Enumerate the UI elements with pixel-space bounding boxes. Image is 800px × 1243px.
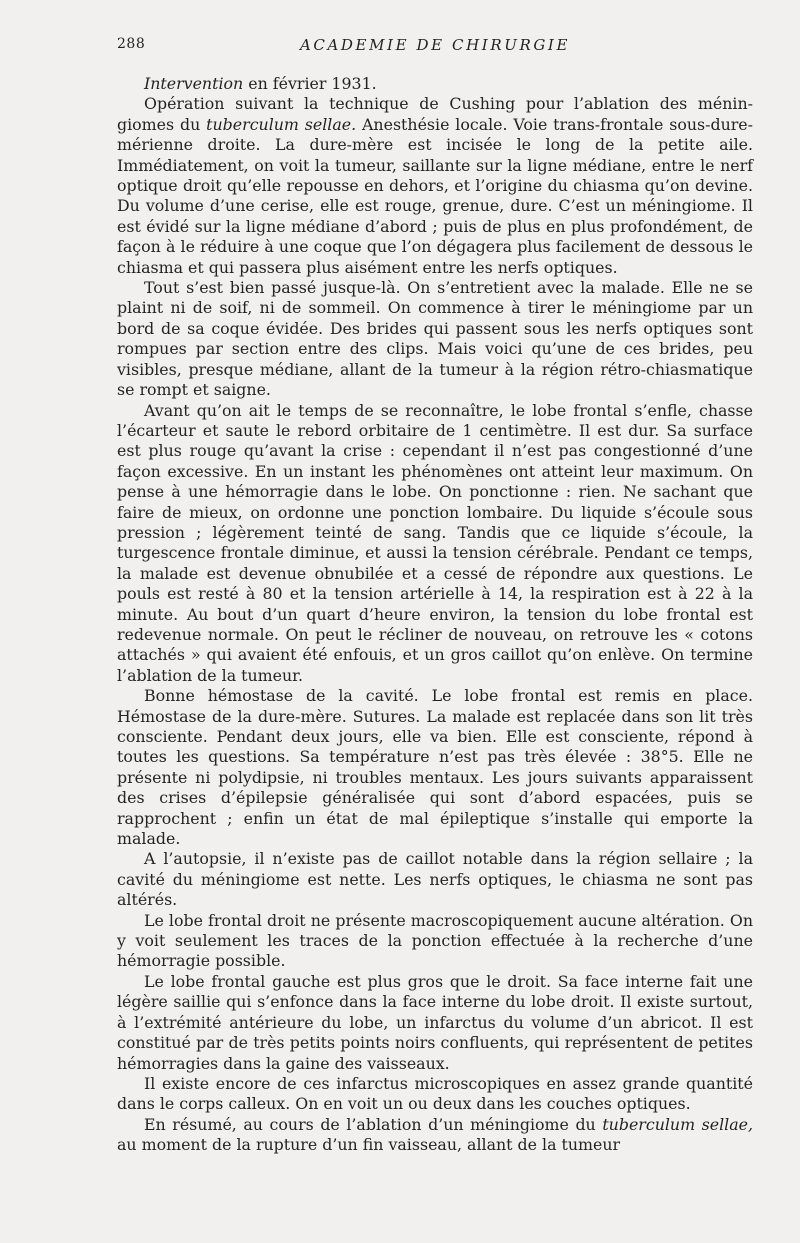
paragraph-autopsy: A l’autopsie, il n’existe pas de caillot notable dans la région sellaire ; la cavité du méningiome est nette. Les nerfs optiques, le chiasma ne sont pas altérés.	[117, 849, 753, 910]
paragraph-left-lobe: Le lobe frontal gauche est plus gros que le droit. Sa face interne fait une légère saillie qui s’enfonce dans la face interne du lobe droit. Il existe surtout, à l’extrémité antérieure du lobe, un infarctus du volume d’un abricot. Il est constitué par de très petits points noirs confluents, qui représentent de petites hémorragies dans la gaine des vaisseaux.	[117, 971, 753, 1073]
running-head: ACADEMIE DE CHIRURGIE	[299, 36, 571, 54]
intervention-label: Intervention	[144, 74, 244, 93]
paragraph-intervention	[117, 74, 753, 94]
paragraph-operation	[117, 94, 753, 278]
paragraph-progress: Tout s’est bien passé jusque-là. On s’entretient avec la malade. Elle ne se plaint ni de soif, ni de sommeil. On commence à tirer le méningiome par un bord de sa coque évidée. Des brides qui passent sous les nerfs optiques sont rompues par section entre des clips. Mais voici qu’une de ces brides, peu visibles, presque médiane, allant de la tumeur à la région rétro-chiasmatique se rompt et saigne.	[117, 278, 753, 400]
latin-term: tuberculum sellae,	[602, 1114, 753, 1134]
paragraph-summary	[117, 1115, 753, 1156]
body-text	[117, 74, 753, 1156]
paragraph-right-lobe: Le lobe frontal droit ne présente macroscopiquement aucune altération. On y voit seulement les traces de la ponction effectuée à la recherche d’une hémorragie possible.	[117, 910, 753, 971]
latin-term: tuberculum sellae.	[206, 114, 357, 134]
paragraph-hemostasis: Bonne hémostase de la cavité. Le lobe frontal est remis en place. Hémostase de la dure-mère. Sutures. La malade est replacée dans son lit très consciente. Pendant deux jours, elle va bien. Elle est consciente, répond à toutes les questions. Sa température n’est pas très élevée : 38°5. Elle ne présente ni polydipsie, ni troubles mentaux. Les jours suivants apparaissent des crises d’épilepsie généralisée qui sont d’abord espacées, puis se rapprochent ; enfin un état de mal épileptique s’installe qui emporte la malade.	[117, 686, 753, 849]
paragraph-infarcts: Il existe encore de ces infarctus microscopiques en assez grande quantité dans le corps calleux. On en voit un ou deux dans les couches optiques.	[117, 1073, 753, 1114]
paragraph-crisis: Avant qu’on ait le temps de se reconnaître, le lobe frontal s’enfle, chasse l’écarteur et saute le rebord orbitaire de 1 centimètre. Il est dur. Sa surface est plus rouge qu’avant la crise : cependant il n’est pas congestionné d’une façon excessive. En un instant les phénomènes ont atteint leur maximum. On pense à une hémorragie dans le lobe. On ponctionne : rien. Ne sachant que faire de mieux, on ordonne une ponction lombaire. Du liquide s’écoule sous pression ; légèrement teinté de sang. Tandis que ce liquide s’écoule, la turgescence frontale diminue, et aussi la tension cérébrale. Pendant ce temps, la malade est devenue obnubilée et a cessé de répondre aux questions. Le pouls est resté à 80 et la tension artérielle à 14, la respiration est à 22 à la minute. Au bout d’un quart d’heure environ, la tension du lobe frontal est redevenue normale. On peut le récliner de nouveau, on retrouve les « cotons attachés » qui avaient été enfouis, et un gros caillot qu’on enlève. On termine l’ablation de la tumeur.	[117, 400, 753, 685]
paragraph-text: En résumé, au cours de l’ablation d’un méningiome du	[144, 1114, 603, 1134]
paragraph-text: Anesthésie locale. Voie trans-frontale sous-dure-mérienne droite. La dure-mère est incisée le long de la petite aile. Immédiatement, on voit la tumeur, saillante sur la ligne médiane, entre le nerf optique droit qu’elle repousse en dehors, et l’origine du chiasma qu’on devine. Du volume d’une cerise, elle est rouge, grenue, dure. C’est un méningiome. Il est évidé sur la ligne médiane d’abord ; puis de plus en plus profondément, de façon à le réduire à une coque que l’on dégagera plus facilement de dessous le chiasma et qui passera plus aisément entre les nerfs optiques.	[117, 114, 753, 277]
paragraph-text: au moment de la rupture d’un fin vaisseau, allant de la tumeur	[117, 1135, 621, 1155]
page-number: 288	[117, 36, 146, 52]
page-header	[117, 36, 753, 58]
paragraph-text: Opération suivant la technique de Cushing pour l’ablation des méningiomes du	[117, 94, 753, 134]
intervention-date: en février 1931.	[243, 74, 377, 93]
